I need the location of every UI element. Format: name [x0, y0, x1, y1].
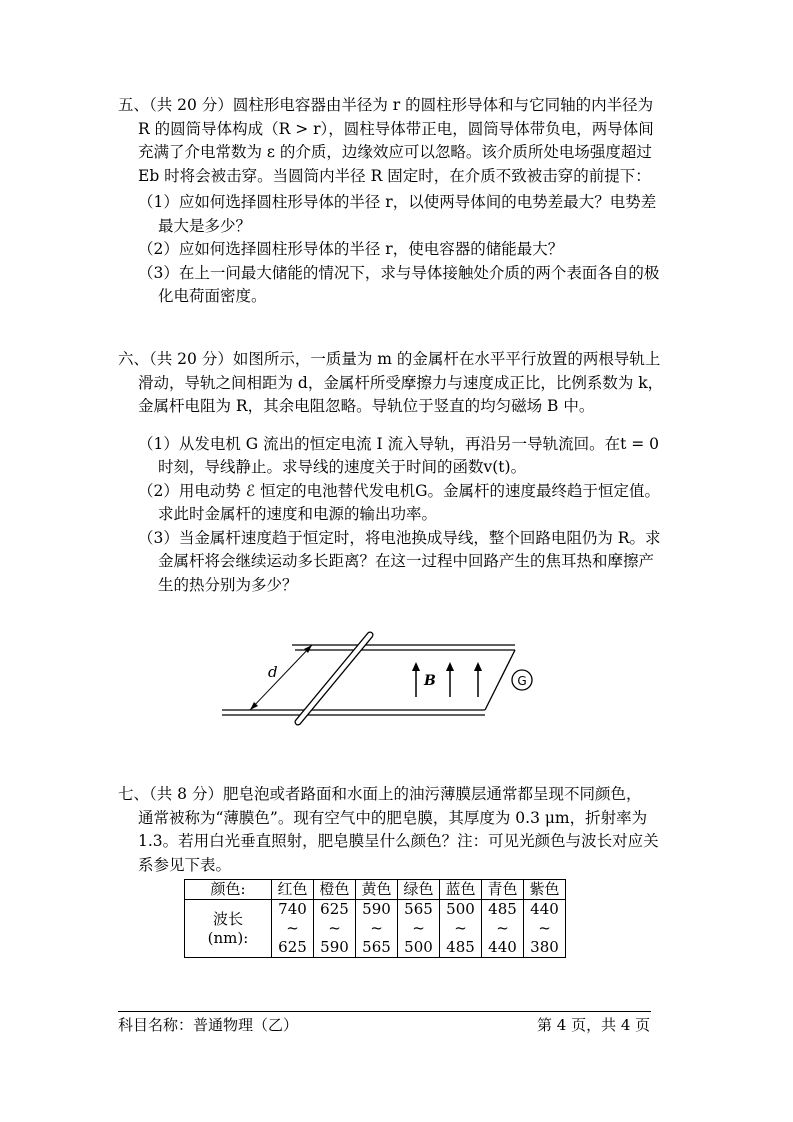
wavelength-cell: 485 ~ 440 [482, 900, 524, 958]
wavelength-cell: 565 ~ 500 [398, 900, 440, 958]
distance-arrow-line [250, 645, 312, 710]
q7-line-2: 通常被称为“薄膜色”。现有空气中的肥皂膜，其厚度为 0.3 μm，折射率为 [138, 808, 648, 827]
wavelength-cell: 625 ~ 590 [314, 900, 356, 958]
q5-line-2: R 的圆筒导体构成（R > r），圆柱导体带正电，圆筒导体带负电，两导体间 [138, 119, 654, 138]
right-wire [485, 650, 515, 710]
magnetic-field-arrows [412, 662, 482, 697]
wavelength-cell: 740 ~ 625 [272, 900, 314, 958]
color-cell: 蓝色 [440, 880, 482, 900]
color-cell: 黄色 [356, 880, 398, 900]
color-cell: 绿色 [398, 880, 440, 900]
q5-line-4: Eb 时将会被击穿。当圆筒内半径 R 固定时，在介质不致被击穿的前提下： [138, 166, 651, 185]
wavelength-header-unit: (nm): [207, 928, 249, 947]
color-cell: 红色 [272, 880, 314, 900]
table-row-colors [185, 880, 566, 900]
wavelength-header-label: 波长 [212, 909, 243, 928]
q5-sub2: （2）应如何选择圆柱形导体的半径 r，使电容器的储能最大？ [138, 240, 564, 258]
q5-line-1: 五、（共 20 分）圆柱形电容器由半径为 r 的圆柱形导体和与它同轴的内半径为 [118, 96, 654, 114]
q7-line-4: 系参见下表。 [138, 855, 232, 874]
q7-line-3: 1.3。若用白光垂直照射，肥皂膜呈什么颜色？注：可见光颜色与波长对应关 [138, 832, 659, 850]
q6-line-2: 滑动，导轨之间相距为 d，金属杆所受摩擦力与速度成正比，比例系数为 k， [138, 373, 664, 392]
wavelength-table [184, 879, 566, 958]
question-7 [118, 783, 678, 877]
q6-sub1-a: （1）从发电机 G 流出的恒定电流 I 流入导轨，再沿另一导轨流回。在t = 0 [138, 434, 660, 453]
color-cell: 橙色 [314, 880, 356, 900]
footer-subject: 科目名称：普通物理（乙） [118, 1016, 299, 1034]
distance-label: d [268, 663, 278, 681]
generator-label: G [517, 674, 527, 688]
q6-sub2-b: 求此时金属杆的速度和电源的输出功率。 [158, 505, 438, 523]
q5-sub3-a: （3）在上一问最大储能的情况下，求与导体接触处介质的两个表面各自的极 [138, 263, 660, 282]
q5-sub3-b: 化电荷面密度。 [158, 287, 267, 305]
footer-divider [118, 1011, 651, 1012]
color-header: 颜色: [185, 880, 272, 900]
wavelength-cell: 440 ~ 380 [524, 900, 566, 958]
q5-sub1-a: （1）应如何选择圆柱形导体的半径 r，以使两导体间的电势差最大？电势差 [138, 193, 657, 211]
q6-sub2-a: （2）用电动势 ℰ 恒定的电池替代发电机G。金属杆的速度最终趋于恒定值。 [138, 481, 660, 500]
question-6 [118, 348, 678, 597]
footer-page-number: 第 4 页，共 4 页 [537, 1016, 651, 1034]
q6-sub1-b: 时刻，导线静止。求导线的速度关于时间的函数v(t)。 [158, 458, 527, 476]
q5-line-3: 充满了介电常数为 ε 的介质，边缘效应可以忽略。该介质所处电场强度超过 [138, 143, 652, 161]
q6-line-1: 六、（共 20 分）如图所示，一质量为 m 的金属杆在水平平行放置的两根导轨上 [118, 350, 661, 368]
question-5 [118, 94, 678, 309]
q5-sub1-b: 最大是多少？ [158, 216, 252, 235]
q6-sub3-b: 金属杆将会继续运动多长距离？在这一过程中回路产生的焦耳热和摩擦产 [158, 552, 655, 570]
table-row-wavelength [185, 900, 566, 958]
color-cell: 青色 [482, 880, 524, 900]
wavelength-cell: 590 ~ 565 [356, 900, 398, 958]
rail-figure [220, 630, 550, 730]
wavelength-header [185, 900, 272, 958]
q6-line-3: 金属杆电阻为 R，其余电阻忽略。导轨位于竖直的均匀磁场 B 中。 [138, 397, 595, 415]
q7-line-1: 七、（共 8 分）肥皂泡或者路面和水面上的油污薄膜层通常都呈现不同颜色， [118, 785, 642, 803]
color-cell: 紫色 [524, 880, 566, 900]
q6-sub3-a: （3）当金属杆速度趋于恒定时，将电池换成导线，整个回路电阻仍为 R。求 [138, 528, 661, 547]
field-label: B [424, 673, 436, 689]
wavelength-cell: 500 ~ 485 [440, 900, 482, 958]
q6-sub3-c: 生的热分别为多少？ [158, 575, 298, 594]
